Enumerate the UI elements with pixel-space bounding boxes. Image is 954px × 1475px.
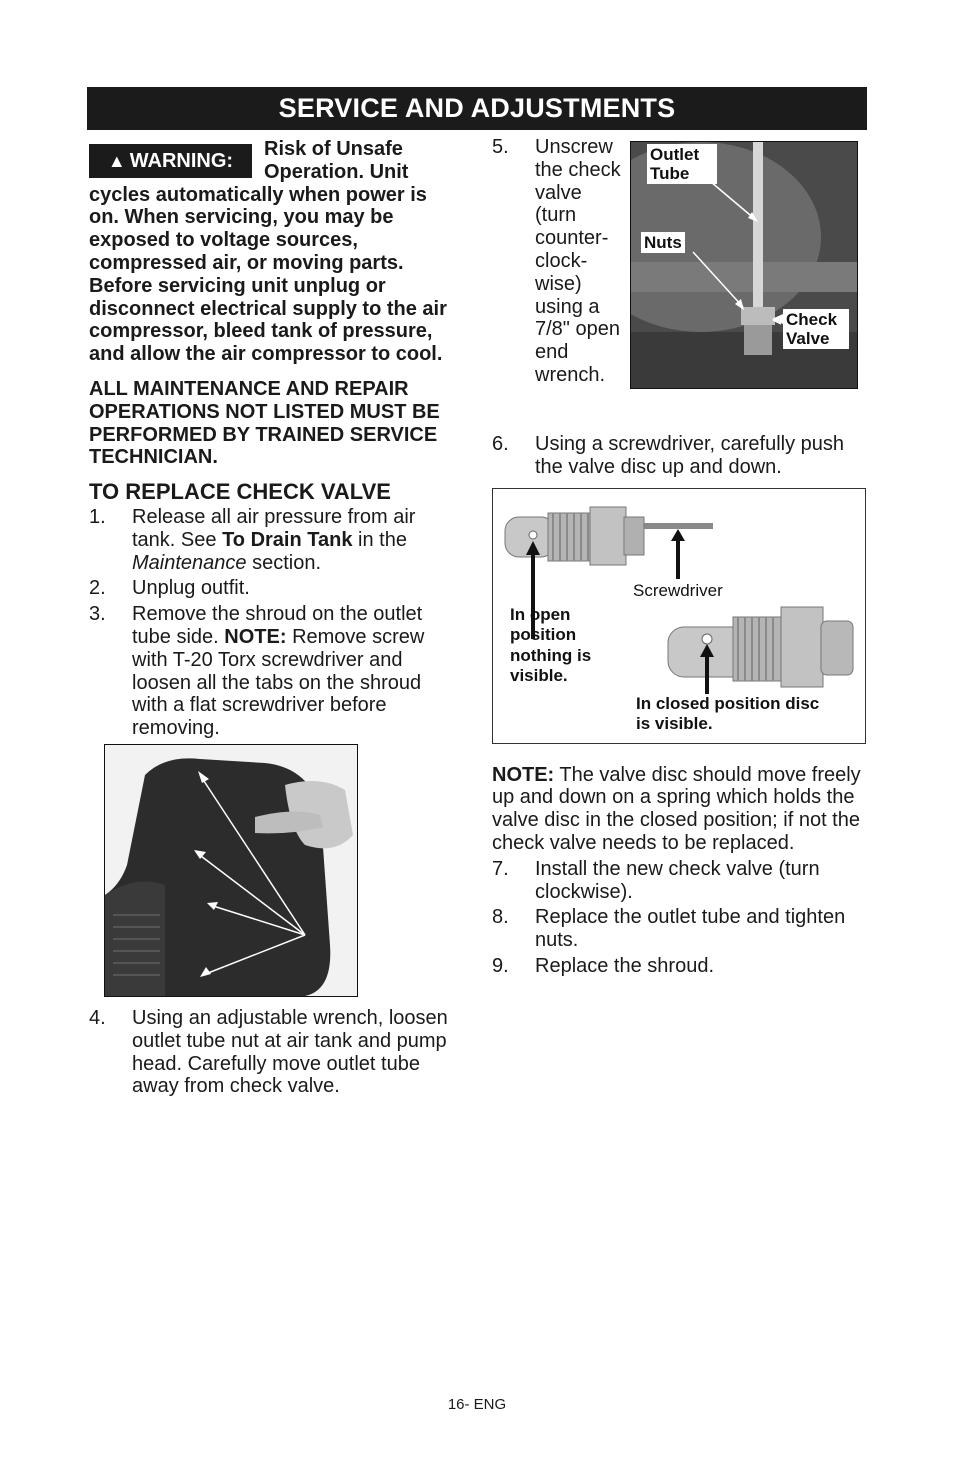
maintenance-ref: Maintenance — [132, 551, 247, 574]
nuts-label: Nuts — [641, 232, 685, 253]
outlet-tube-label: Outlet Tube — [647, 144, 717, 184]
section-heading: TO REPLACE CHECK VALVE — [89, 479, 391, 505]
valve-note: NOTE: The valve disc should move freely up and down on a spring which holds the valve disc in the closed position; if not the check valve needs to be replaced. — [492, 763, 861, 854]
open-position-label: In open position nothing is visible. — [510, 604, 592, 686]
list-item: 7. Install the new check valve (turn clockwise). — [492, 857, 820, 903]
list-item: 8. Replace the outlet tube and tighten nuts. — [492, 906, 846, 952]
warning-badge: ▲ WARNING: — [89, 144, 252, 178]
list-item: 9. Replace the shroud. — [492, 954, 715, 977]
check-valve-label: Check Valve — [783, 309, 849, 349]
steps-list-right-2 — [492, 858, 868, 978]
list-item: 3. Remove the shroud on the outlet tube side. NOTE: Remove screw with T-20 Torx screwdriver and loosen all the tabs on the shroud with a flat screwdriver before removing. — [89, 603, 425, 740]
steps-list-left-2 — [89, 1007, 461, 1098]
warning-text: Unit cycles automatically when power is on. When servicing, you may be exposed to voltage sources, compressed air, or moving parts. Before servicing unit unplug or disconnect electrical supply to the air compressor, bleed tank of pressure, and allow the air compressor to cool. — [89, 160, 447, 366]
list-item: 6. Using a screwdriver, carefully push the valve disc up and down. — [492, 433, 845, 478]
shroud-illustration — [105, 745, 357, 996]
closed-position-label: In closed position disc is visible. — [636, 693, 820, 734]
right-column — [492, 136, 868, 981]
page-number: 16- ENG — [447, 1396, 507, 1413]
list-item: 1. Release all air pressure from air tank. See To Drain Tank in the Maintenance section. — [89, 505, 416, 574]
shroud-photo — [104, 744, 358, 997]
maintenance-note: ALL MAINTENANCE AND REPAIR OPERATIONS NOT LISTED MUST BE PERFORMED BY TRAINED SERVICE TECHNICIAN. — [89, 377, 440, 469]
check-valve-photo — [630, 141, 858, 389]
steps-list-left — [89, 506, 461, 740]
drain-tank-ref: To Drain Tank — [222, 528, 353, 551]
valve-disc-diagram — [492, 488, 866, 744]
steps-list-right — [492, 433, 868, 479]
list-item: 4. Using an adjustable wrench, loosen outlet tube nut at air tank and pump head. Carefully move outlet tube away from check valve. — [89, 1006, 448, 1098]
warning-triangle-icon: ▲ — [107, 151, 126, 171]
list-item: 5. Unscrew the check valve (turn counterclockwise) using a 7/8" open end wrench. Outlet Tube Nuts Check Valve — [492, 136, 868, 433]
left-column — [89, 138, 461, 1101]
page-title: SERVICE AND ADJUSTMENTS — [87, 87, 867, 130]
warning-heading: Risk of Unsafe Operation. — [264, 138, 403, 183]
list-item: 2. Unplug outfit. — [89, 577, 250, 600]
screwdriver-label: Screwdriver — [633, 580, 723, 600]
